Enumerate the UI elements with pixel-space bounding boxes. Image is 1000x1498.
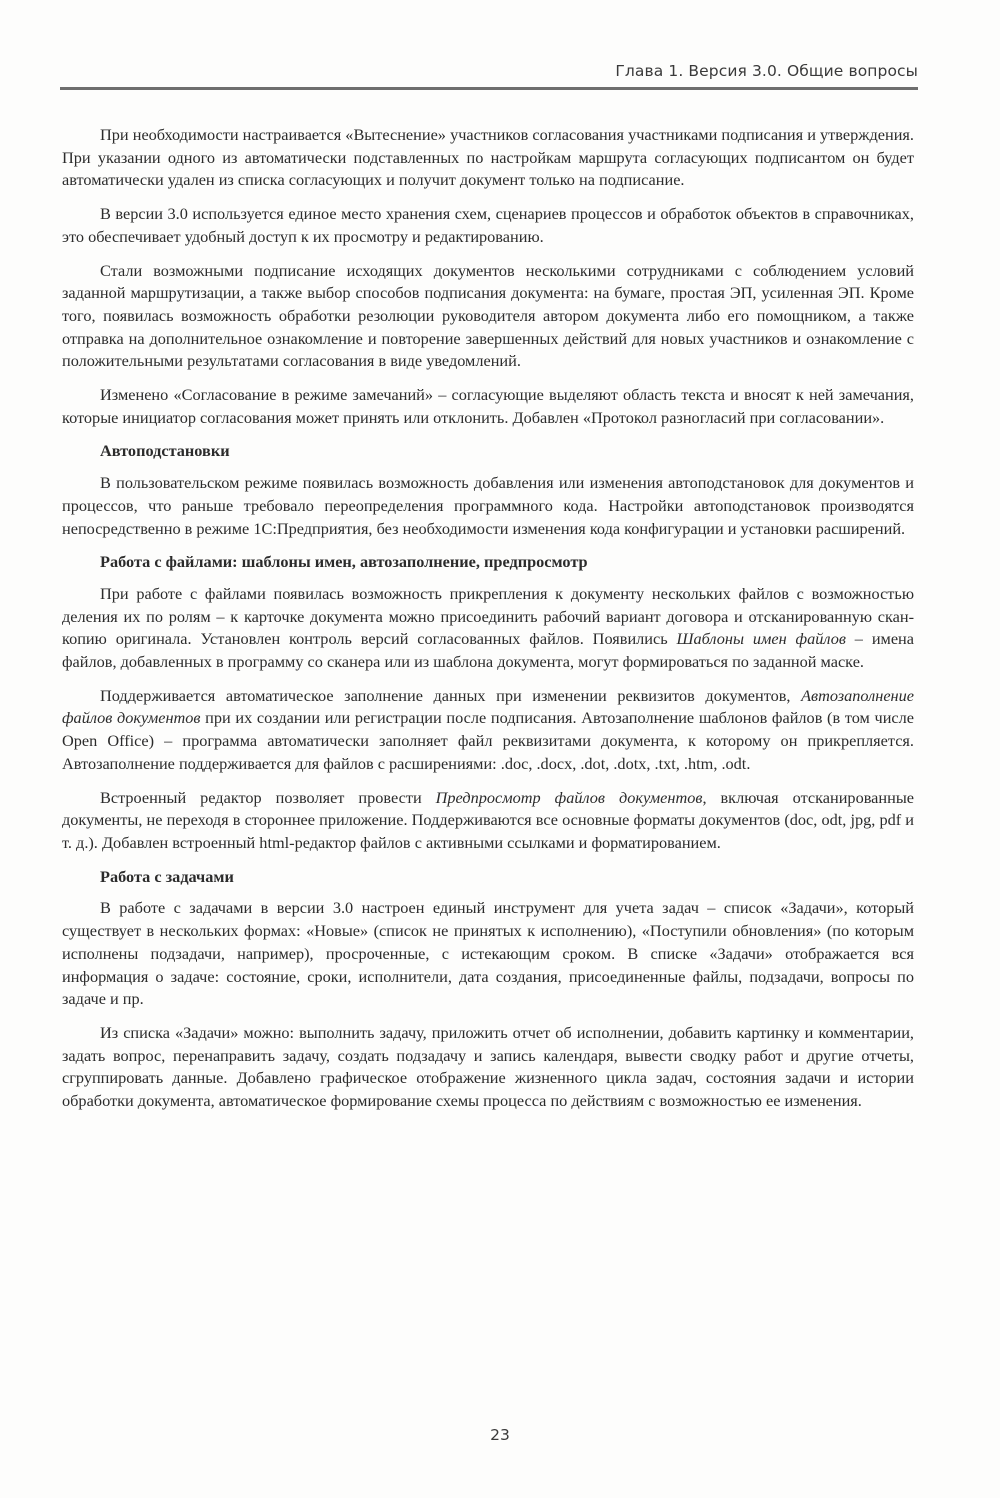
paragraph [62, 787, 914, 855]
paragraph: Изменено «Согласование в режиме замечаний» – согласующие выделяют область текста и вносят к ней замечания, которые инициатор согласования может принять или отклонить. Добавлен «Протокол разногласий при согласовании». [62, 385, 914, 427]
paragraph [62, 685, 914, 776]
paragraph: В пользовательском режиме появилась возможность добавления или изменения автоподстановок для документов и процессов, что раньше требовало переопределения программного кода. Настройки автоподстановок производятся непосредственно в режиме 1С:Предприятия, без необходимости изменения кода конфигурации и установки расширений. [62, 473, 914, 538]
running-header [60, 62, 918, 90]
section-heading-files: Работа с файлами: шаблоны имен, автозаполнение, предпросмотр [100, 552, 588, 572]
paragraph: В версии 3.0 используется единое место хранения схем, сценариев процессов и обработок объектов в справочниках, это обеспечивает удобный доступ к их просмотру и редактированию. [62, 204, 914, 246]
italic-term: Предпросмотр файлов документов [435, 787, 703, 807]
text-run: Поддерживается автоматическое заполнение данных при изменении реквизитов документов, [100, 685, 802, 705]
chapter-title: Глава 1. Версия 3.0. Общие вопросы [615, 62, 918, 80]
paragraph: В работе с задачами в версии 3.0 настроен единый инструмент для учета задач – список «Задачи», который существует в нескольких формах: «Новые» (список не принятых к исполнению), «Поступили обновления» (по которым исполнены подзадачи, например), просроченные, с истекающим сроком. В списке «Задачи» отображается вся информация о задаче: состояние, сроки, исполнители, дата создания, присоединенные файлы, подзадачи, вопросы по задаче и пр. [62, 898, 914, 1009]
italic-term: Автозаполнение файлов документов [62, 685, 914, 728]
page-content [62, 124, 914, 1124]
header-rule [60, 87, 918, 90]
text-run: Встроенный редактор позволяет провести [100, 787, 436, 807]
paragraph: Из списка «Задачи» можно: выполнить задачу, приложить отчет об исполнении, добавить картинку и комментарии, задать вопрос, перенаправить задачу, создать подзадачу и запись календаря, вывести сводку работ и другие отчеты, сгруппировать данные. Добавлено графическое отображение жизненного цикла задач, состояния задачи и истории обработки документа, автоматическое формирование схемы процесса по действиям с возможностью ее изменения. [62, 1022, 914, 1111]
text-run: , включая отсканированные документы, не переходя в стороннее приложение. Поддерживаются все основные форматы документов (doc, odt, jpg, pdf и т. д.). Добавлен встроенный html-редактор файлов с активными ссылками и форматированием. [62, 787, 914, 852]
italic-term: Шаблоны имен файлов [676, 629, 846, 649]
page-number: 23 [490, 1426, 510, 1444]
section-heading-autosubstitutions: Автоподстановки [100, 441, 230, 461]
text-run: при их создании или регистрации после подписания. Автозаполнение шаблонов файлов (в том числе Open Office) – программа автоматически заполняет файл реквизитами документа, к которому он прикрепляется. Автозаполнение поддерживается для файлов с расширениями: .doc, .docx, .dot, .dotx, .txt, .htm, .odt. [62, 708, 914, 773]
section-heading-tasks: Работа с задачами [100, 866, 234, 886]
text-run: – имена файлов, добавленных в программу со сканера или из шаблона документа, могут формироваться по заданной маске. [62, 629, 914, 672]
paragraph: Стали возможными подписание исходящих документов несколькими сотрудниками с соблюдением условий заданной маршрутизации, а также выбор способов подписания документа: на бумаге, простая ЭП, усиленная ЭП. Кроме того, появилась возможность обработки резолюции руководителя автором документа либо его помощником, а также отправка на дополнительное ознакомление и повторение завершенных действий для новых участников и ознакомление с положительными результатами согласования в виде уведомлений. [62, 260, 914, 371]
paragraph [62, 583, 914, 674]
text-run: При работе с файлами появилась возможность прикрепления к документу нескольких файлов с возможностью деления их по ролям – к карточке документа можно присоединить рабочий вариант договора и отсканированную скан-копию оригинала. Установлен контроль версий согласованных файлов. Появились [62, 583, 914, 649]
paragraph: При необходимости настраивается «Вытеснение» участников согласования участниками подписания и утверждения. При указании одного из автоматически подставленных по настройкам маршрута согласующих подписантом он будет автоматически удален из списка согласующих и получит документ только на подписание. [62, 125, 914, 190]
